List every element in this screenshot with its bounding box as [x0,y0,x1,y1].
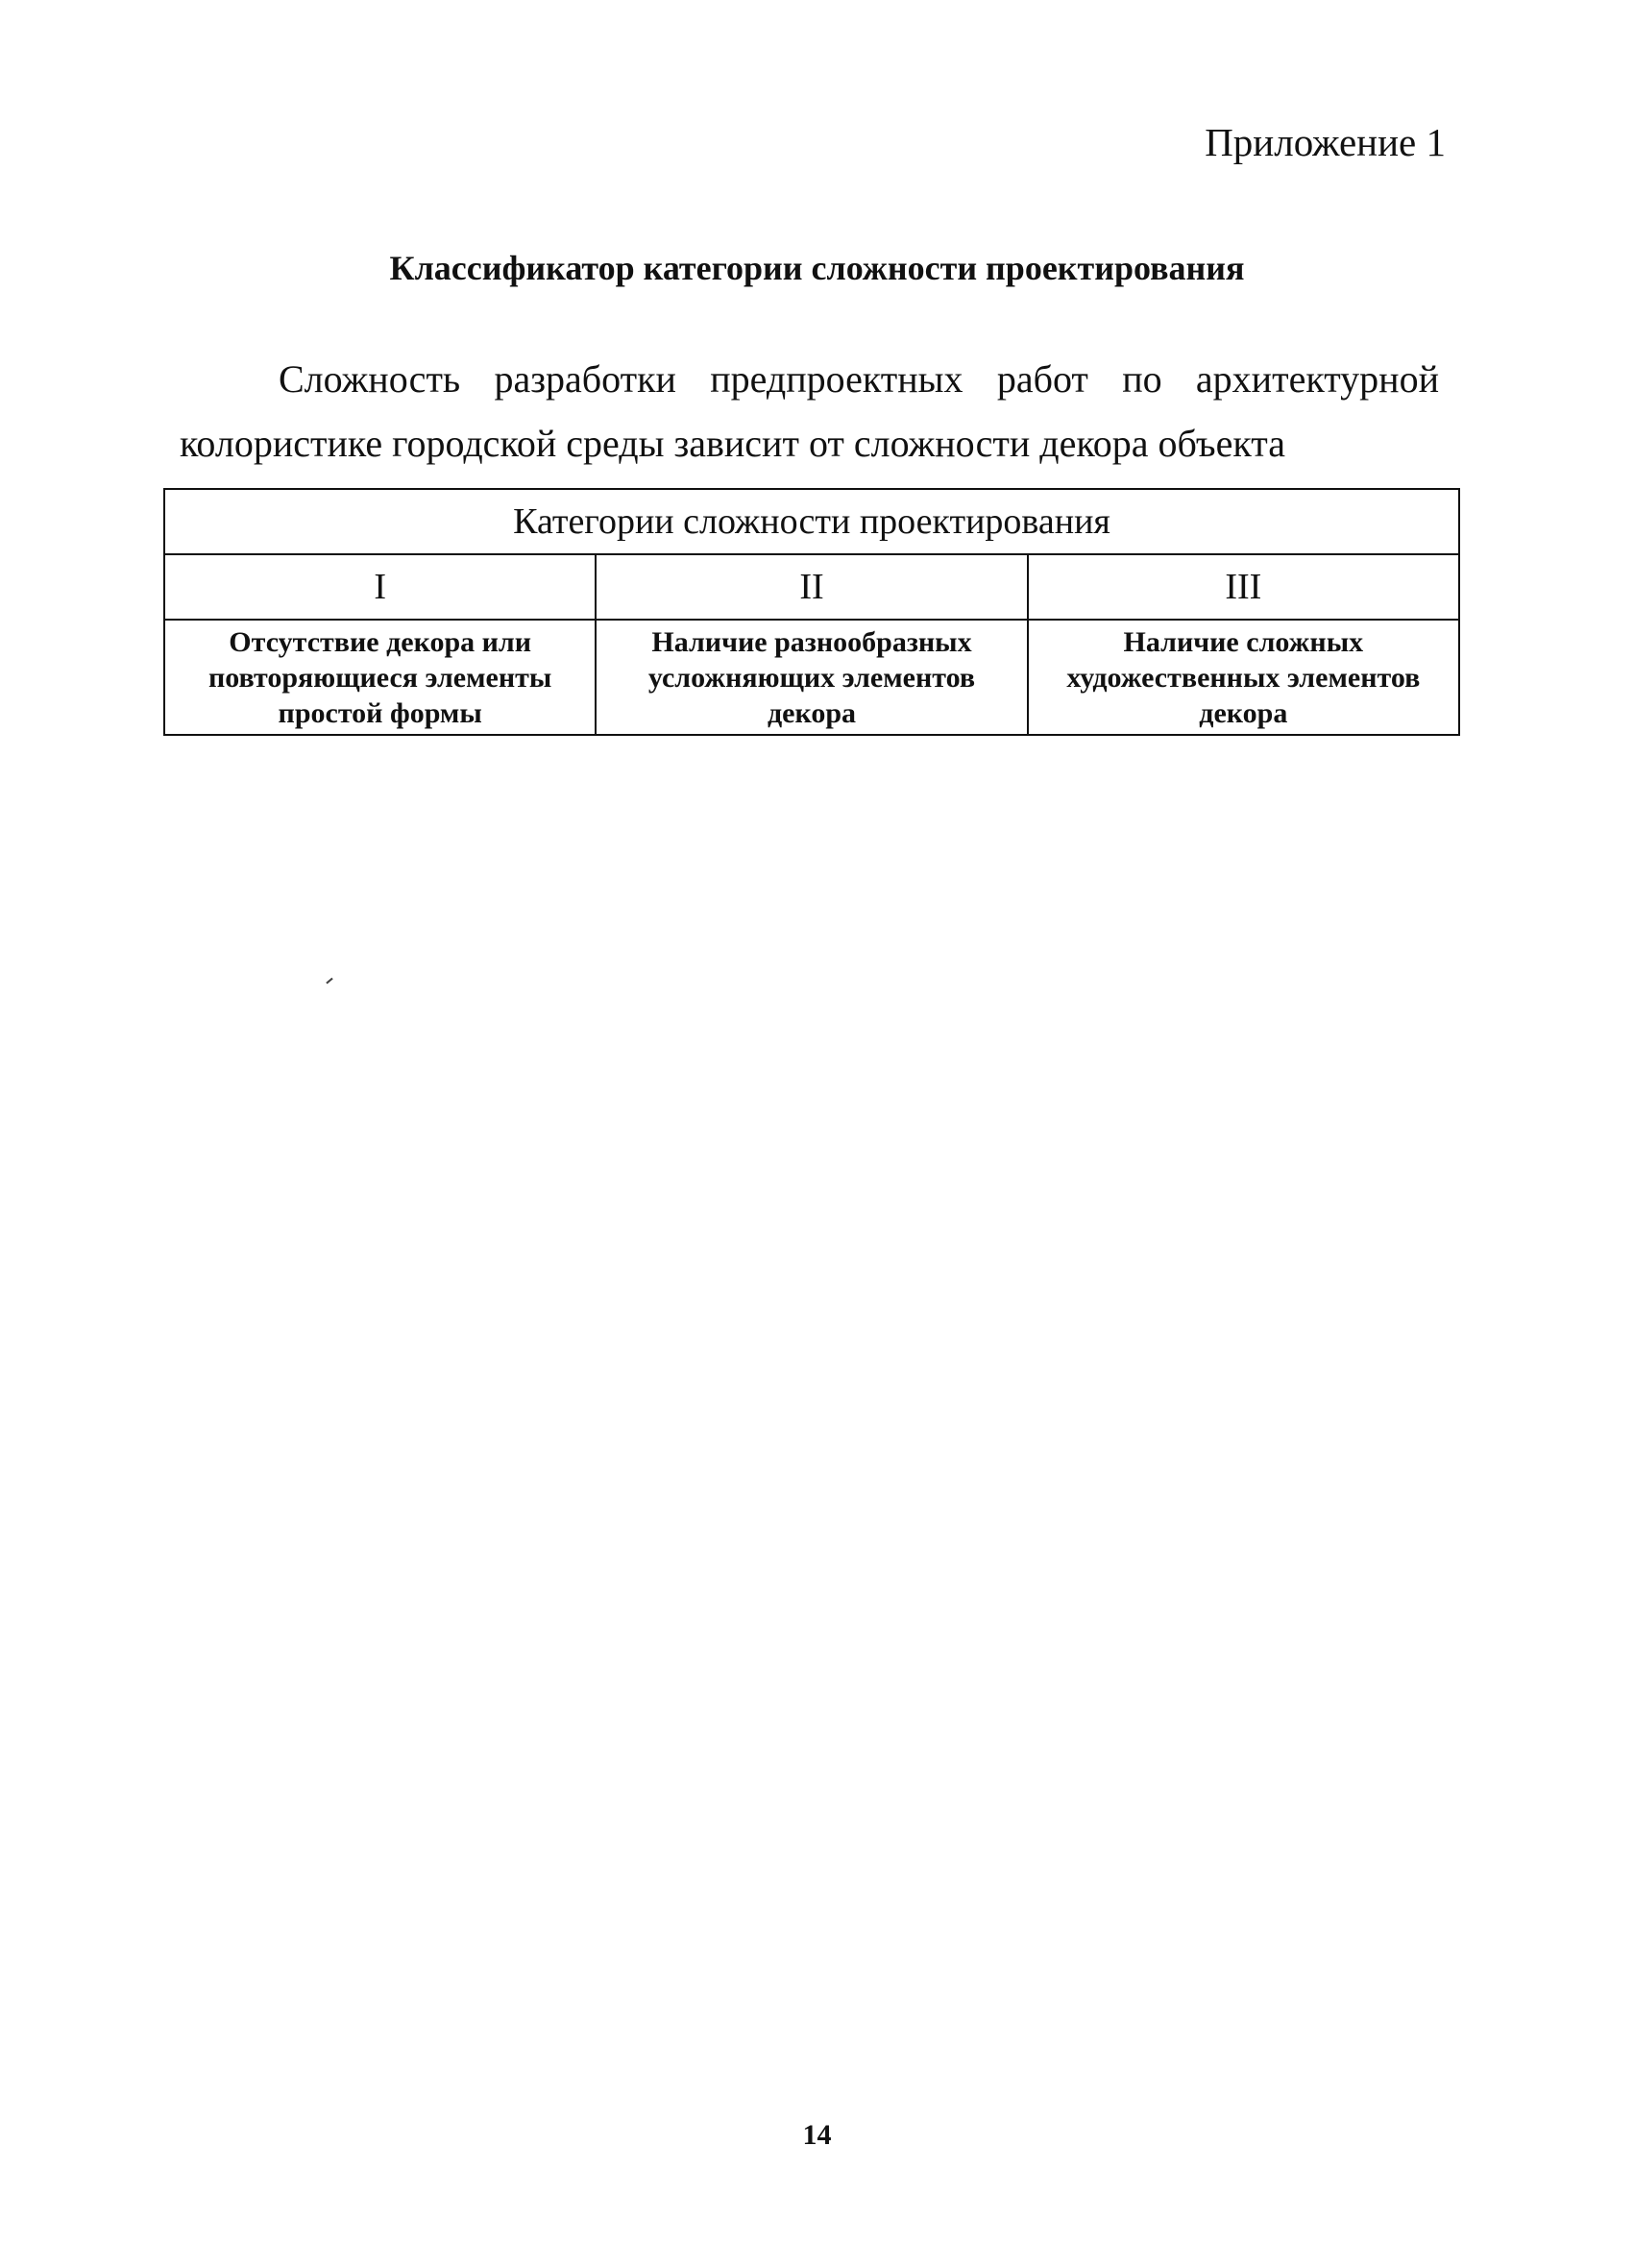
document-title: Классификатор категории сложности проектирования [389,249,1245,287]
table-numeral-row [164,554,1459,620]
category-description: Отсутствие декора или повторяющиеся элементы простой формы [164,620,596,735]
category-numeral: II [596,554,1027,620]
category-numeral: I [164,554,596,620]
category-description: Наличие сложных художественных элементов декора [1028,620,1459,735]
intro-paragraph: Сложность разработки предпроектных работ по архитектурной колористике городской среды зависит от сложности декора объекта [180,357,1439,465]
table-description-row [164,620,1459,735]
complexity-table [163,488,1460,736]
table-caption: Категории сложности проектирования [164,489,1459,554]
category-description: Наличие разнообразных усложняющих элементов декора [596,620,1027,735]
page-number: 14 [802,2119,832,2151]
table-caption-row [164,489,1459,554]
category-numeral: III [1028,554,1459,620]
scan-artifact-mark [326,978,332,985]
appendix-label: Приложение 1 [1205,120,1446,164]
